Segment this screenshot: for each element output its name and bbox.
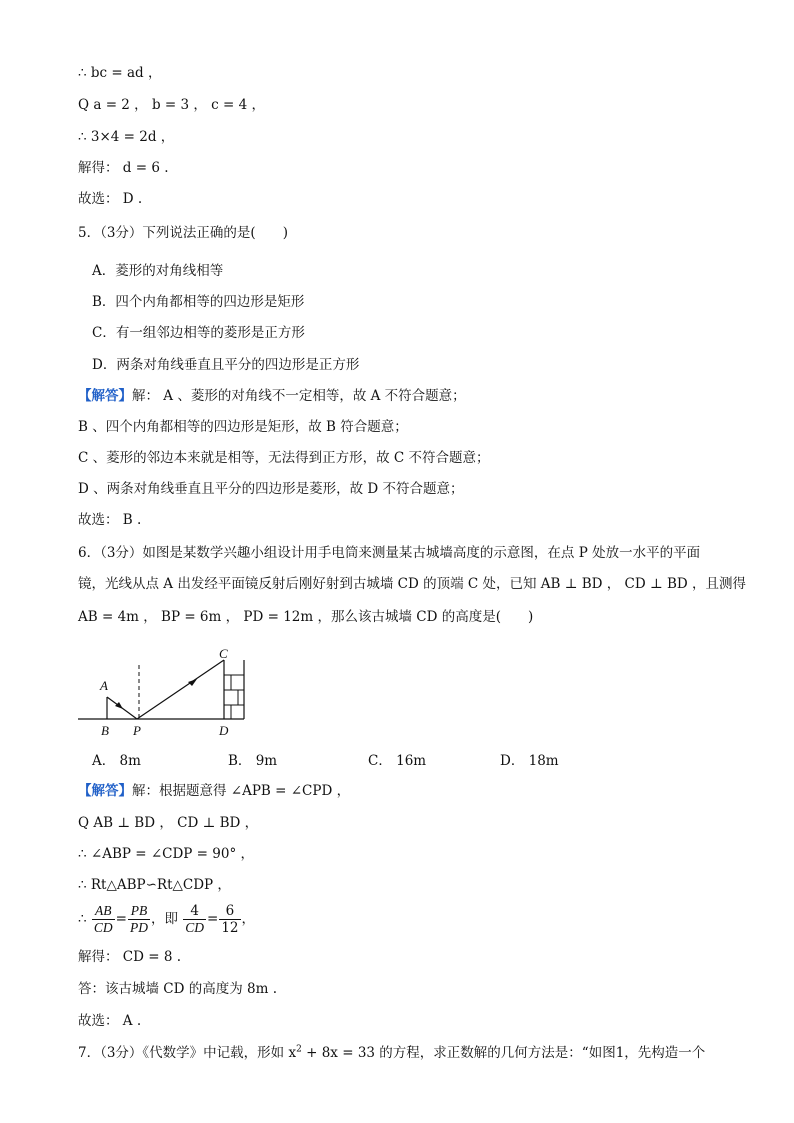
q4-line-3: ∴ 3×4 = 2d ，: [78, 129, 175, 145]
q6-stem-2: 镜，光线从点 A 出发经平面镜反射后刚好射到古城墙 CD 的顶端 C 处，已知 AB ⊥ BD ， CD ⊥ BD ，且测得: [78, 576, 747, 592]
q5-option-c: C．有一组邻边相等的菱形是正方形: [92, 325, 305, 341]
q7-stem-part-1: 7．（3分）《代数学》中记载，形如 x: [78, 1045, 297, 1061]
arrow-pc-icon: [188, 679, 197, 686]
fraction-denominator: 12: [221, 920, 239, 936]
q5-option-d: D．两条对角线垂直且平分的四边形是正方形: [92, 357, 360, 373]
q4-line-2: Q a = 2 ， b = 3 ， c = 4 ，: [78, 97, 266, 113]
ratio-connector: ，即: [150, 911, 178, 927]
q6-choice: 故选： A .: [78, 1013, 142, 1029]
therefore-symbol: ∴: [78, 911, 87, 927]
q5-answer-line-3: C 、菱形的邻边本来就是相等，无法得到正方形，故 C 不符合题意；: [78, 450, 490, 466]
q7-stem: [78, 1044, 705, 1062]
fraction-denominator: PD: [129, 920, 148, 935]
answer-tag: 【解答】: [78, 783, 132, 799]
label-c: C: [219, 646, 228, 661]
fraction-pb-pd: [128, 903, 150, 936]
q5-answer-text: 解： A 、菱形的对角线不一定相等，故 A 不符合题意；: [132, 388, 466, 404]
q6-solution-result: 解得： CD = 8 .: [78, 949, 182, 965]
label-d: D: [219, 723, 229, 738]
q6-solution-answer: 答：该古城墙 CD 的高度为 8m .: [78, 981, 277, 997]
q5-choice: 故选： B .: [78, 512, 142, 528]
answer-tag: 【解答】: [78, 388, 132, 404]
fraction-denominator: CD: [185, 920, 205, 935]
q6-option-c: C． 16m: [368, 753, 427, 769]
fraction-denominator: CD: [93, 920, 113, 935]
q6-solution-line-2: Q AB ⊥ BD ， CD ⊥ BD ，: [78, 815, 259, 831]
q5-answer-line-1: [78, 387, 466, 405]
fraction-6-12: [219, 903, 240, 936]
fraction-numerator: AB: [92, 903, 115, 920]
geometry-figure: [78, 645, 258, 741]
q5-option-a: A．菱形的对角线相等: [92, 263, 224, 279]
q6-option-b: B． 9m: [228, 753, 278, 769]
q6-ratio-line: [78, 901, 255, 937]
wall-bricks: [224, 675, 244, 719]
q6-option-a: A． 8m: [92, 753, 141, 769]
fraction-numerator: 4: [183, 903, 206, 920]
equals-sign: =: [207, 911, 219, 927]
q6-solution-text: 解：根据题意得 ∠APB = ∠CPD ，: [132, 783, 351, 799]
q4-choice: 故选： D .: [78, 191, 143, 207]
q5-answer-line-2: B 、四个内角都相等的四边形是矩形，故 B 符合题意；: [78, 419, 408, 435]
label-b: B: [101, 723, 109, 738]
fraction-numerator: PB: [128, 903, 150, 920]
q6-solution-line-3: ∴ ∠ABP = ∠CDP = 90° ，: [78, 846, 255, 862]
q6-option-d: D． 18m: [500, 753, 559, 769]
q6-solution-line-4: ∴ Rt△ABP∽Rt△CDP ，: [78, 877, 231, 893]
q5-answer-line-4: D 、两条对角线垂直且平分的四边形是菱形，故 D 不符合题意；: [78, 481, 464, 497]
q6-solution-line-1: [78, 782, 350, 800]
equals-sign: =: [115, 911, 127, 927]
label-p: P: [133, 723, 141, 738]
q5-option-b: B．四个内角都相等的四边形是矩形: [92, 294, 305, 310]
label-a: A: [100, 678, 108, 693]
fraction-4-cd: [183, 903, 206, 936]
q4-line-4: 解得： d = 6 .: [78, 160, 169, 176]
fraction-numerator: 6: [219, 903, 240, 920]
q5-stem: 5．（3分）下列说法正确的是( ): [78, 225, 288, 241]
q6-stem-1: 6．（3分）如图是某数学兴趣小组设计用手电筒来测量某古城墙高度的示意图，在点 P 处放一水平的平面: [78, 545, 701, 561]
ray-pc: [137, 660, 224, 719]
fraction-ab-cd: [92, 903, 115, 936]
q7-exponent: 2: [296, 1044, 302, 1055]
q4-line-1: ∴ bc = ad ，: [78, 65, 162, 81]
q6-stem-3: AB = 4m ， BP = 6m ， PD = 12m ，那么该古城墙 CD 的高度是( ): [78, 609, 534, 625]
comma: ，: [241, 911, 256, 927]
q7-stem-part-2: + 8x = 33 的方程，求正数解的几何方法是：“如图1，先构造一个: [301, 1045, 706, 1061]
